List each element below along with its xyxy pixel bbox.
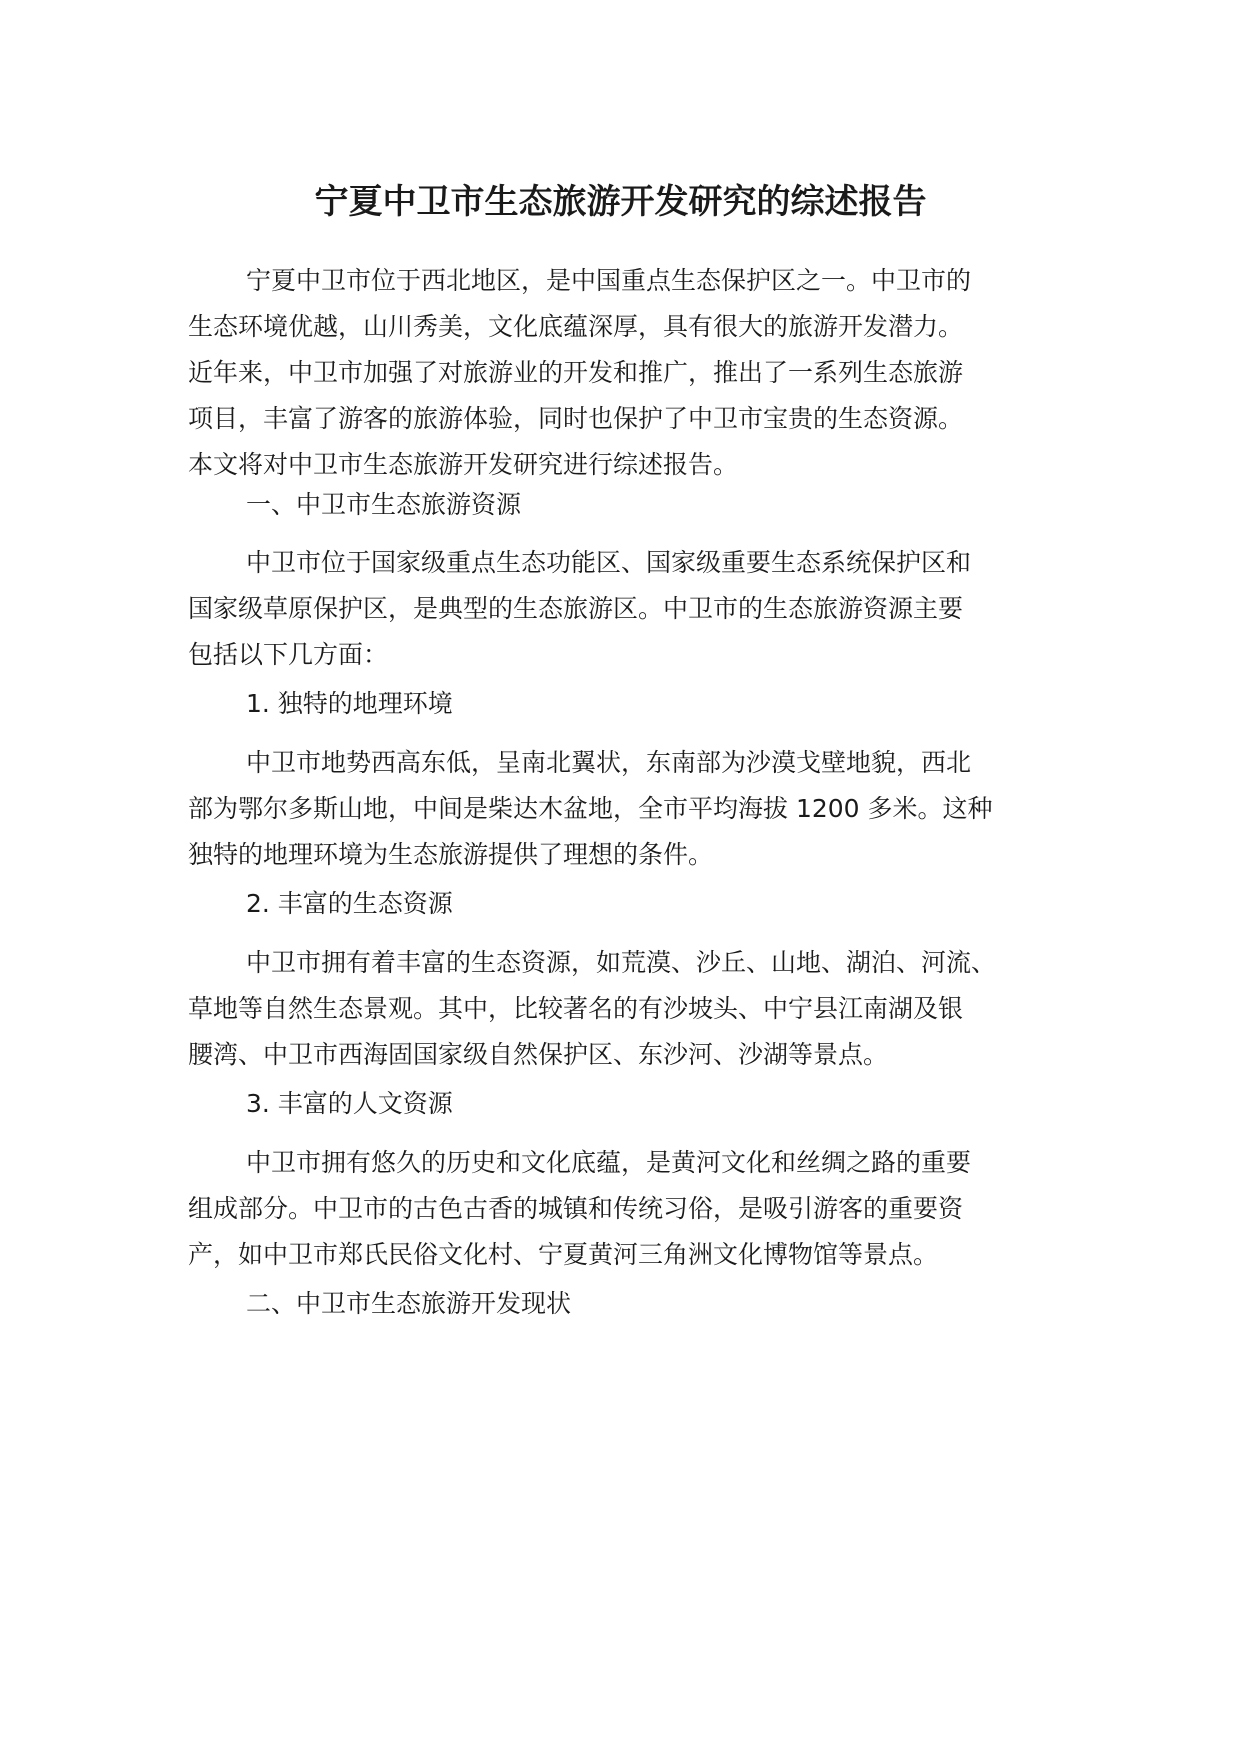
item2-line-1: 中卫市拥有着丰富的生态资源，如荒漠、沙丘、山地、湖泊、河流、 (246, 948, 997, 977)
item3-paragraph (188, 1140, 1078, 1278)
item3-heading: 3. 丰富的人文资源 (246, 1089, 453, 1118)
item2-line-3: 腰湾、中卫市西海固国家级自然保护区、东沙河、沙湖等景点。 (188, 1040, 889, 1069)
intro-line-1: 宁夏中卫市位于西北地区，是中国重点生态保护区之一。中卫市的 (246, 266, 972, 295)
item3-line-3: 产，如中卫市郑氏民俗文化村、宁夏黄河三角洲文化博物馆等景点。 (188, 1240, 939, 1269)
intro-line-3: 近年来，中卫市加强了对旅游业的开发和推广，推出了一系列生态旅游 (188, 358, 964, 387)
section1-heading: 一、中卫市生态旅游资源 (246, 490, 522, 519)
item2-heading: 2. 丰富的生态资源 (246, 889, 453, 918)
document-title: 宁夏中卫市生态旅游开发研究的综述报告 (314, 182, 927, 222)
section2-heading: 二、中卫市生态旅游开发现状 (246, 1289, 572, 1318)
intro-line-2: 生态环境优越，山川秀美，文化底蕴深厚，具有很大的旅游开发潜力。 (188, 312, 964, 341)
section1-paragraph (188, 540, 1078, 678)
intro-line-5: 本文将对中卫市生态旅游开发研究进行综述报告。 (188, 450, 739, 479)
item2-line-2: 草地等自然生态景观。其中，比较著名的有沙坡头、中宁县江南湖及银 (188, 994, 964, 1023)
section1-line-3: 包括以下几方面： (188, 640, 389, 669)
section1-line-2: 国家级草原保护区，是典型的生态旅游区。中卫市的生态旅游资源主要 (188, 594, 964, 623)
intro-line-4: 项目，丰富了游客的旅游体验，同时也保护了中卫市宝贵的生态资源。 (188, 404, 964, 433)
item3-line-2: 组成部分。中卫市的古色古香的城镇和传统习俗，是吸引游客的重要资 (188, 1194, 964, 1223)
item1-line-1: 中卫市地势西高东低，呈南北翼状，东南部为沙漠戈壁地貌，西北 (246, 748, 972, 777)
item1-line-3: 独特的地理环境为生态旅游提供了理想的条件。 (188, 840, 714, 869)
item1-line-2: 部为鄂尔多斯山地，中间是柴达木盆地，全市平均海拔 1200 多米。这种 (188, 794, 993, 823)
item1-heading: 1. 独特的地理环境 (246, 689, 453, 718)
section1-line-1: 中卫市位于国家级重点生态功能区、国家级重要生态系统保护区和 (246, 548, 972, 577)
item3-line-1: 中卫市拥有悠久的历史和文化底蕴，是黄河文化和丝绸之路的重要 (246, 1148, 972, 1177)
item1-paragraph (188, 740, 1078, 878)
item2-paragraph (188, 940, 1078, 1078)
intro-paragraph (188, 258, 1078, 488)
